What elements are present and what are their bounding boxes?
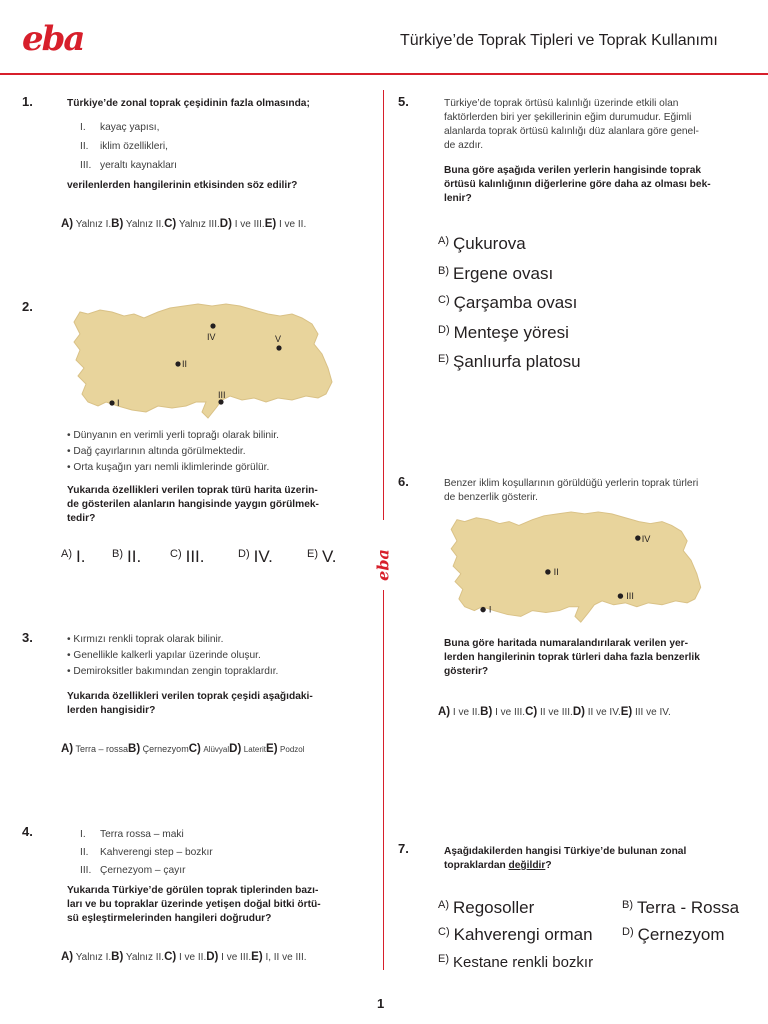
map-point-iii bbox=[618, 593, 623, 598]
q4-option-c[interactable]: C) I ve II. bbox=[164, 951, 207, 963]
q6-option-a[interactable]: A) I ve II. bbox=[438, 706, 481, 718]
q3-bullet: • Genellikle kalkerli yapılar üzerinde oluşur. bbox=[67, 650, 261, 661]
q7-option-b[interactable]: $^{B)}$ Terra - Rossa bbox=[622, 898, 740, 917]
q7-negation: değildir bbox=[508, 860, 546, 871]
map-label-iv: IV bbox=[207, 332, 216, 342]
q7-question: Aşağıdakilerden hangisi Türkiye’de bulunan zonal topraklardan değildir? bbox=[444, 846, 687, 871]
q7-option-a[interactable]: $^{A)}$ Regosoller bbox=[438, 898, 535, 917]
q2-turkey-map bbox=[66, 302, 336, 424]
q5-option-a[interactable]: $^{A)}$ Çukurova bbox=[438, 234, 526, 253]
q4-number: 4. bbox=[22, 824, 33, 839]
q1-question: verilenlerden hangilerinin etkisinden söz edilir? bbox=[67, 180, 298, 191]
q2-option-c[interactable]: $^{C)}$ III. bbox=[170, 547, 205, 566]
map-label-ii: II bbox=[182, 359, 188, 369]
map-label-iii: III bbox=[626, 590, 634, 601]
map-point-iv bbox=[635, 535, 640, 540]
column-divider-bottom bbox=[383, 590, 384, 970]
q7-option-c[interactable]: $^{C)}$ Kahverengi orman bbox=[438, 925, 593, 944]
q3-option-c[interactable]: C) Alüvyal bbox=[188, 743, 230, 755]
q3-number: 3. bbox=[22, 630, 33, 645]
q6-option-d[interactable]: D) II ve IV. bbox=[572, 706, 621, 718]
q5-stem: Türkiye’de toprak örtüsü kalınlığı üzerinde etkili olan faktörlerden biri yer şekillerinin eğim durumudur. Eğimli alanlarda toprak örtüsü kalınlığı düz alanlara göre genel- de azdır. bbox=[444, 98, 699, 151]
map-label-iii: III bbox=[218, 390, 226, 400]
q2-option-a[interactable]: $^{A)}$ I. bbox=[61, 547, 86, 566]
q5-option-b[interactable]: $^{B)}$ Ergene ovası bbox=[438, 263, 554, 283]
map-label-i: I bbox=[117, 398, 120, 408]
q1-number: 1. bbox=[22, 94, 33, 109]
q1-option-b[interactable]: B) Yalnız II. bbox=[111, 218, 165, 230]
q3-option-e[interactable]: E) Podzol bbox=[266, 743, 305, 755]
q4-options bbox=[61, 951, 307, 963]
q1-option-a[interactable]: A) Yalnız I. bbox=[61, 218, 112, 230]
q6-stem: Benzer iklim koşullarının görüldüğü yerlerin toprak türleri de benzerlik gösterir. bbox=[444, 478, 699, 503]
q7-option-e[interactable]: $^{E)}$ Kestane renkli bozkır bbox=[438, 953, 594, 971]
q7-option-d[interactable]: $^{D)}$ Çernezyom bbox=[622, 925, 725, 944]
q3-bullets bbox=[67, 632, 278, 680]
q5-number: 5. bbox=[398, 94, 409, 109]
map-label-v: V bbox=[275, 334, 282, 344]
q6-number: 6. bbox=[398, 474, 409, 489]
q3-bullet: • Demiroksitler bakımından zengin topraklardır. bbox=[67, 666, 279, 677]
q2-option-b[interactable]: $^{B)}$ II. bbox=[112, 547, 142, 566]
q2-number: 2. bbox=[22, 299, 33, 314]
q6-question: Buna göre haritada numaralandırılarak verilen yer- lerden hangilerinin toprak türleri daha fazla benzerlik gösterir? bbox=[444, 638, 700, 677]
eba-side-logo bbox=[372, 540, 396, 590]
q6-option-c[interactable]: C) II ve III. bbox=[525, 706, 573, 718]
map-point-iv bbox=[210, 323, 215, 328]
q5-question: Buna göre aşağıda verilen yerlerin hangisinde toprak örtüsü kalınlığının diğerlerine göre daha az olması bek- lenir? bbox=[444, 165, 711, 204]
q1-item: III. yeraltı kaynakları bbox=[80, 160, 178, 171]
q3-bullet: • Kırmızı renkli toprak olarak bilinir. bbox=[67, 634, 224, 645]
q2-bullet: • Dünyanın en verimli yerli toprağı olarak bilinir. bbox=[67, 430, 279, 441]
q3-option-b[interactable]: B) Çernezyom bbox=[128, 743, 189, 755]
eba-logo: eba bbox=[22, 19, 84, 59]
page-number: 1 bbox=[377, 996, 385, 1011]
q5-option-c[interactable]: $^{C)}$ Çarşamba ovası bbox=[438, 293, 578, 312]
q4-items bbox=[80, 826, 213, 880]
q3-option-a[interactable]: A) Terra – rossa bbox=[61, 743, 129, 755]
q2-bullets bbox=[67, 428, 279, 476]
map-point-ii bbox=[545, 569, 550, 574]
q6-options bbox=[438, 706, 671, 718]
page-title: Türkiye’de Toprak Tipleri ve Toprak Kullanımı bbox=[400, 32, 718, 49]
q5-option-e[interactable]: $^{E)}$ Şanlıurfa platosu bbox=[438, 352, 581, 371]
q1-item: I. kayaç yapısı, bbox=[80, 122, 160, 133]
map-point-ii bbox=[175, 361, 180, 366]
q4-question: Yukarıda Türkiye’de görülen toprak tiplerinden bazı- ları ve bu topraklar üzerinde yetişen doğal bitki örtü- sü eşleştirmelerinden hangileri doğrudur? bbox=[67, 885, 321, 924]
q1-option-d[interactable]: D) I ve III. bbox=[219, 218, 265, 230]
q2-option-e[interactable]: $^{E)}$ V. bbox=[307, 547, 337, 566]
q5-options bbox=[438, 228, 581, 376]
q4-option-e[interactable]: E) I, II ve III. bbox=[251, 951, 307, 963]
map-point-iii bbox=[218, 399, 223, 404]
map-point-i bbox=[109, 400, 114, 405]
q1-item: II. iklim özellikleri, bbox=[80, 141, 168, 152]
q2-question: Yukarıda özellikleri verilen toprak türü harita üzerin- de gösterilen alanların hangisinde yaygın görülmek- tedir? bbox=[67, 485, 319, 524]
q1-option-c[interactable]: C) Yalnız III. bbox=[164, 218, 220, 230]
q3-option-d[interactable]: D) Laterit bbox=[229, 743, 267, 755]
q2-bullet: • Dağ çayırlarının altında görülmektedir. bbox=[67, 446, 246, 457]
q4-item: III. Çernezyom – çayır bbox=[80, 865, 186, 876]
q4-item: II. Kahverengi step – bozkır bbox=[80, 847, 213, 858]
side-logo-text: eba bbox=[373, 549, 393, 581]
q2-bullet: • Orta kuşağın yarı nemli iklimlerinde görülür. bbox=[67, 462, 270, 473]
column-divider-top bbox=[383, 90, 384, 520]
q7-number: 7. bbox=[398, 841, 409, 856]
q6-option-b[interactable]: B) I ve III. bbox=[480, 706, 526, 718]
q4-option-d[interactable]: D) I ve III. bbox=[206, 951, 252, 963]
map-point-i bbox=[480, 607, 485, 612]
q1-options bbox=[61, 218, 306, 230]
map-label-iv: IV bbox=[641, 533, 651, 544]
q4-option-a[interactable]: A) Yalnız I. bbox=[61, 951, 112, 963]
map-label-ii: II bbox=[553, 566, 559, 577]
q2-option-d[interactable]: $^{D)}$ IV. bbox=[238, 547, 273, 566]
q3-options bbox=[61, 743, 305, 755]
q5-option-d[interactable]: $^{D)}$ Menteşe yöresi bbox=[438, 322, 569, 342]
q1-option-e[interactable]: E) I ve II. bbox=[264, 218, 307, 230]
q4-item: I. Terra rossa – maki bbox=[80, 829, 184, 840]
q6-turkey-map bbox=[442, 510, 706, 628]
q3-question: Yukarıda özellikleri verilen toprak çeşidi aşağıdaki- lerden hangisidir? bbox=[67, 691, 313, 716]
q1-stem: Türkiye’de zonal toprak çeşidinin fazla olmasında; bbox=[67, 98, 310, 109]
q6-option-e[interactable]: E) III ve IV. bbox=[620, 706, 671, 718]
map-point-v bbox=[276, 345, 281, 350]
header-divider bbox=[0, 73, 768, 75]
q1-items bbox=[80, 118, 177, 175]
map-label-i: I bbox=[488, 604, 492, 615]
q4-option-b[interactable]: B) Yalnız II. bbox=[111, 951, 165, 963]
